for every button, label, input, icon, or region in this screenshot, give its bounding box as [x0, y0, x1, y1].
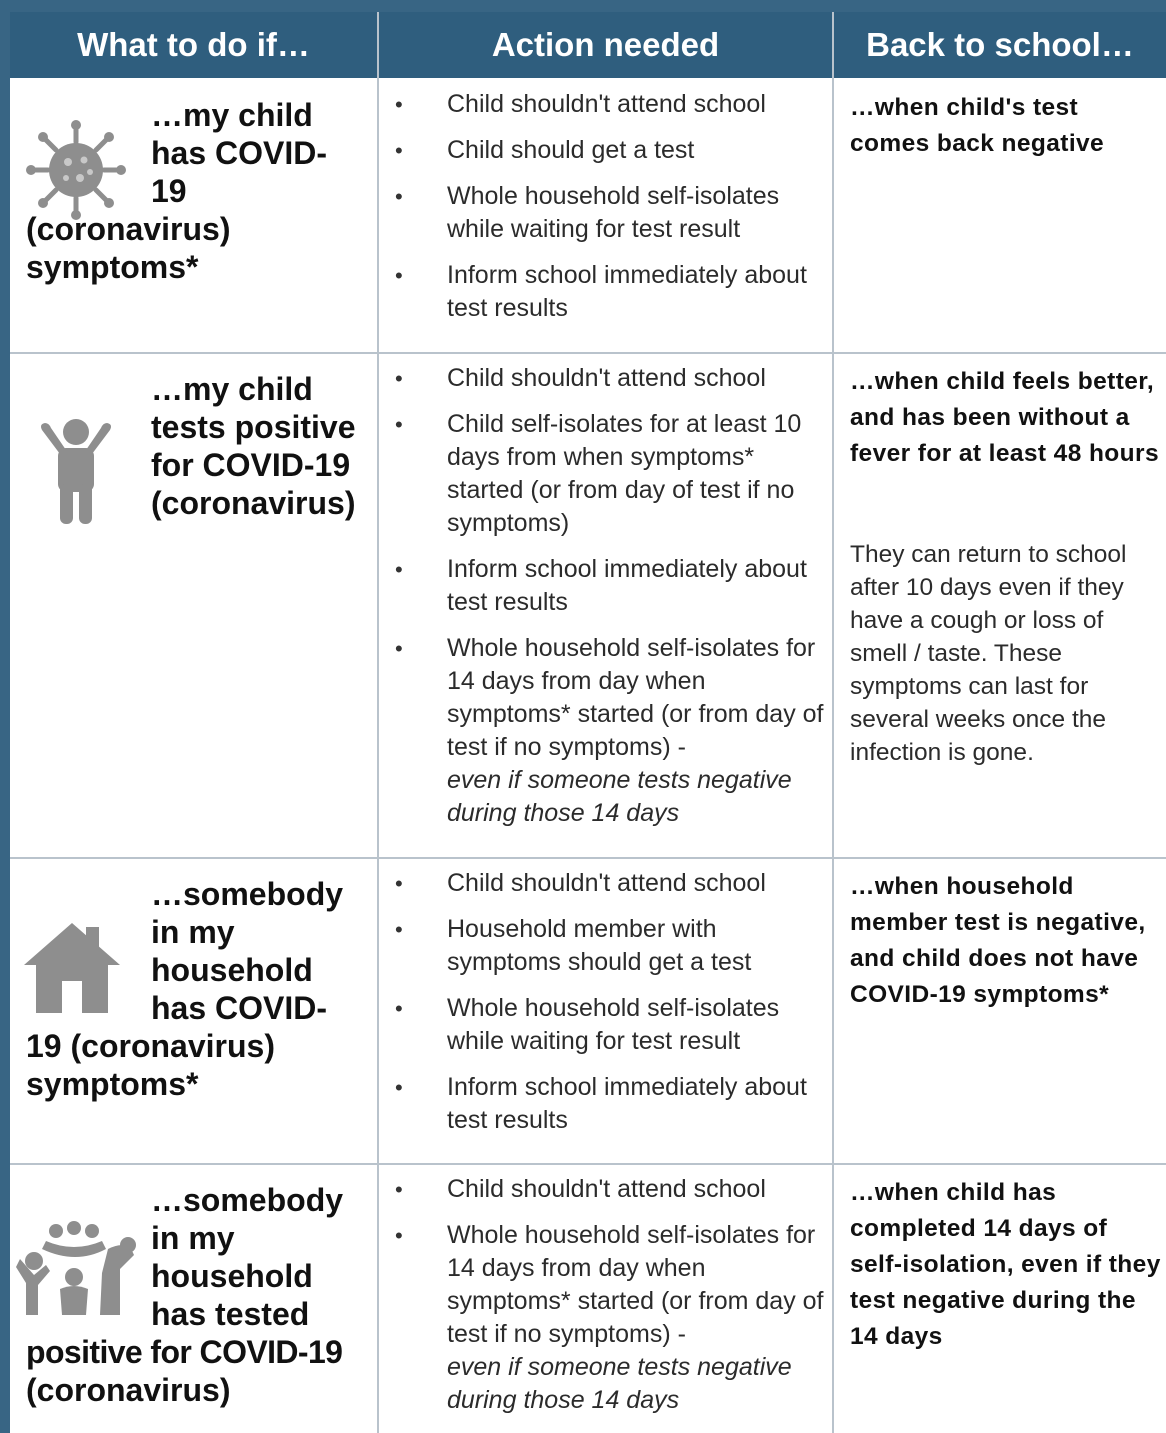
- back-to-school-cell: [834, 859, 1166, 1163]
- scenario-cell: [10, 80, 377, 352]
- header-what-to-do-if: What to do if…: [77, 26, 310, 63]
- table-row: [10, 1165, 1166, 1433]
- scenario-title: [10, 96, 370, 286]
- title-line: for COVID-19: [151, 447, 351, 483]
- scenario-cell: [10, 859, 377, 1163]
- back-to-school-condition: …when household member test is negative, and child does not have COVID-19 symptoms*: [850, 873, 1146, 1008]
- title-line: (coronavirus): [151, 485, 356, 521]
- table-row: [10, 859, 1166, 1163]
- title-line: tests positive: [151, 409, 356, 445]
- title-line: household: [151, 952, 313, 988]
- title-line: …my child: [151, 97, 313, 133]
- action-item: • Whole household self-isolates while waiting for test result: [379, 992, 832, 1058]
- action-list: [379, 1173, 832, 1430]
- action-item: • Child shouldn't attend school: [379, 362, 832, 395]
- action-cell: [379, 859, 832, 1163]
- title-line: symptoms*: [26, 249, 199, 285]
- back-to-school-condition: …when child has completed 14 days of self-isolation, even if they test negative during the 14 days: [850, 1179, 1161, 1350]
- action-item: • Whole household self-isolates while waiting for test result: [379, 180, 832, 246]
- title-line: …somebody: [151, 1182, 344, 1218]
- table-header: [10, 12, 1166, 78]
- back-to-school-cell: [834, 80, 1166, 352]
- scenario-title: [10, 1181, 376, 1409]
- action-text: Whole household self-isolates for 14 days from day when symptoms* started (or from day of test if no symptoms) -: [447, 634, 824, 761]
- back-to-school-cell: [834, 1165, 1166, 1433]
- title-line: has COVID-: [151, 990, 328, 1026]
- table-row: [10, 80, 1166, 352]
- title-line: positive for COVID-19: [26, 1334, 343, 1370]
- action-cell: [379, 80, 832, 352]
- title-line: 19 (coronavirus): [26, 1028, 275, 1064]
- table-row: [10, 354, 1166, 857]
- back-to-school-condition: …when child feels better, and has been without a fever for at least 48 hours: [850, 368, 1159, 467]
- action-item: • Child shouldn't attend school: [379, 88, 832, 121]
- back-to-school-note: They can return to school after 10 days even if they have a cough or loss of smell / taste. These symptoms can last for several weeks once the infection is gone.: [850, 541, 1127, 766]
- action-emphasis: even if someone tests negative during those 14 days: [447, 1353, 792, 1414]
- scenario-cell: [10, 354, 377, 857]
- action-item: • Child should get a test: [379, 134, 832, 167]
- title-line: …my child: [151, 371, 313, 407]
- action-item: • Inform school immediately about test results: [379, 1071, 832, 1137]
- title-line: …somebody: [151, 876, 344, 912]
- action-list: [379, 362, 832, 843]
- action-item: • Inform school immediately about test results: [379, 259, 832, 325]
- header-back-to-school: Back to school…: [866, 26, 1134, 63]
- action-emphasis: even if someone tests negative during those 14 days: [447, 766, 792, 827]
- action-list: [379, 88, 832, 338]
- title-line: has COVID-: [151, 135, 328, 171]
- action-item: • Household member with symptoms should get a test: [379, 913, 832, 979]
- title-line: household: [151, 1258, 313, 1294]
- title-line: has tested: [151, 1296, 310, 1332]
- scenario-cell: [10, 1165, 377, 1433]
- title-line: in my: [151, 1220, 235, 1256]
- action-item: • Child shouldn't attend school: [379, 1173, 832, 1206]
- back-to-school-cell: [834, 354, 1166, 857]
- title-line: in my: [151, 914, 235, 950]
- title-line: symptoms*: [26, 1066, 199, 1102]
- action-cell: [379, 1165, 832, 1433]
- title-line: (coronavirus): [26, 211, 231, 247]
- action-item: • Inform school immediately about test results: [379, 553, 832, 619]
- action-text: Whole household self-isolates for 14 days from day when symptoms* started (or from day of test if no symptoms) -: [447, 1221, 824, 1348]
- title-line: (coronavirus): [26, 1372, 231, 1408]
- title-line: 19: [151, 173, 187, 209]
- action-cell: [379, 354, 832, 857]
- action-item: [379, 632, 832, 830]
- header-action-needed: Action needed: [491, 26, 720, 63]
- scenario-title: [10, 370, 370, 522]
- action-item: • Child self-isolates for at least 10 days from when symptoms* started (or from day of test if no symptoms): [379, 408, 832, 540]
- action-item: [379, 1219, 832, 1417]
- action-list: [379, 867, 832, 1150]
- action-item: • Child shouldn't attend school: [379, 867, 832, 900]
- guidance-table: [10, 12, 1166, 1433]
- scenario-title: [10, 875, 370, 1103]
- back-to-school-condition: …when child's test comes back negative: [850, 94, 1105, 157]
